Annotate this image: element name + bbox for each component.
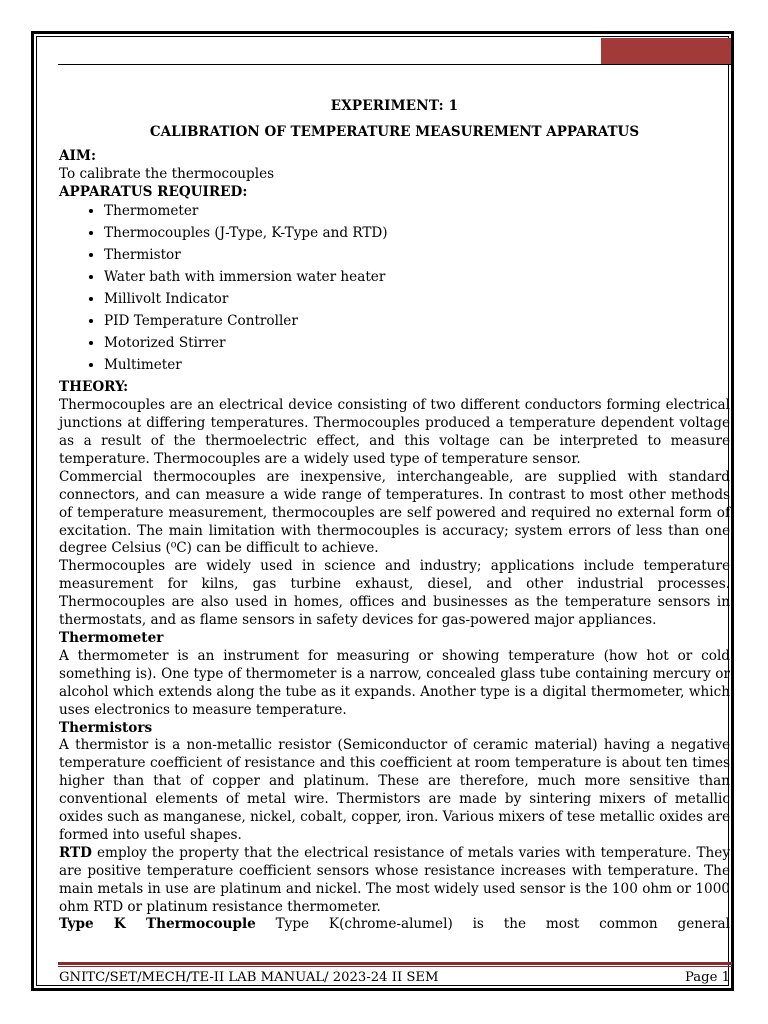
apparatus-item: • Motorized Stirrer [104, 335, 730, 353]
theory-paragraph-2: Commercial thermocouples are inexpensive, interchangeable, are supplied with standard connectors, and can measure a wide range of temperatures. In contrast to most other methods of temperature measurement, thermocouples are self powered and required no external form of excitation. The main limitation with thermocouples is accuracy; system errors of less than one degree Celsius (⁰C) can be difficult to achieve. [59, 468, 730, 557]
apparatus-item: • Water bath with immersion water heater [104, 269, 730, 287]
experiment-title: EXPERIMENT: 1 [330, 98, 459, 114]
type-k-paragraph [59, 916, 730, 934]
rtd-paragraph [59, 845, 730, 917]
apparatus-item: • Millivolt Indicator [104, 291, 730, 309]
footer-document-id: GNITC/SET/MECH/TE-II LAB MANUAL/ 2023-24 II SEM [59, 970, 439, 985]
thermometer-text: A thermometer is an instrument for measuring or showing temperature (how hot or cold something is). One type of thermometer is a narrow, concealed glass tube containing mercury or alcohol which extends along the tube as it expands. Another type is a digital thermometer, which uses electronics to measure temperature. [59, 647, 730, 718]
apparatus-item: • PID Temperature Controller [104, 313, 730, 331]
apparatus-item: • Thermistor [104, 247, 730, 265]
thermometer-heading: Thermometer [59, 629, 164, 646]
type-k-label: Type K Thermocouple [59, 916, 256, 933]
apparatus-heading: APPARATUS REQUIRED: [59, 183, 248, 200]
theory-heading: THEORY: [59, 379, 129, 396]
theory-paragraph-1: Thermocouples are an electrical device consisting of two different conductors forming electrical junctions at differing temperatures. Thermocouples produced a temperature dependent voltage as a result of the thermoelectric effect, and this voltage can be interpreted to measure temperature. Thermocouples are a widely used type of temperature sensor. [59, 397, 730, 467]
apparatus-item: • Multimeter [104, 357, 730, 375]
thermistors-heading: Thermistors [59, 719, 153, 736]
header-accent-bar [601, 38, 731, 65]
aim-text: To calibrate the thermocouples [59, 165, 275, 182]
thermistors-text: A thermistor is a non-metallic resistor (Semiconductor of ceramic material) having a negative temperature coefficient of resistance and this coefficient at room temperature is about ten times higher than that of copper and platinum. These are therefore, much more sensitive than conventional elements of metal wire. Thermistors are made by sintering mixers of metallic oxides such as manganese, nickel, cobalt, copper, iron. Various mixers of tese metallic oxides are formed into useful shapes. [59, 737, 730, 843]
experiment-subtitle: CALIBRATION OF TEMPERATURE MEASUREMENT APPARATUS [149, 123, 640, 140]
apparatus-item: • Thermometer [104, 203, 730, 221]
aim-heading: AIM: [59, 147, 96, 164]
theory-paragraph-3: Thermocouples are widely used in science and industry; applications include temperature measurement for kilns, gas turbine exhaust, diesel, and other industrial processes. Thermocouples are also used in homes, offices and businesses as the temperature sensors in thermostats, and as flame sensors in safety devices for gas-powered major appliances. [59, 558, 730, 629]
rtd-text: employ the property that the electrical resistance of metals varies with temperature. They are positive temperature coefficient sensors whose resistance increases with temperature. The main metals in use are platinum and nickel. The most widely used sensor is the 100 ohm or 1000 ohm RTD or platinum resistance thermometer. [59, 844, 730, 915]
rtd-label: RTD [59, 844, 92, 861]
footer-rule-thick [58, 962, 732, 965]
document-body [59, 98, 730, 934]
apparatus-list [59, 203, 730, 376]
apparatus-item: • Thermocouples (J-Type, K-Type and RTD) [104, 225, 730, 243]
type-k-text: Type K(chrome-alumel) is the most common general [255, 916, 731, 933]
footer-rule-thin [58, 966, 732, 967]
footer-page-number: Page 1 [685, 970, 730, 985]
header-rule [58, 64, 732, 65]
